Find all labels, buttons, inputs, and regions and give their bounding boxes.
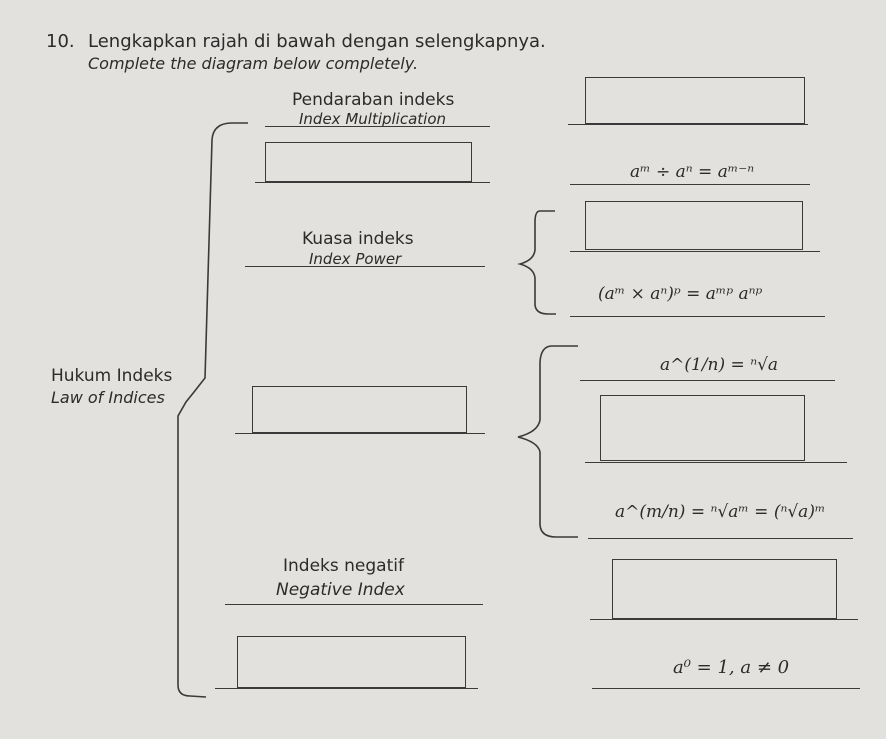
- division-formula: aᵐ ÷ aⁿ = aᵐ⁻ⁿ: [630, 162, 755, 182]
- zero-index-formula: a⁰ = 1, a ≠ 0: [673, 657, 790, 678]
- root-label-ms: Hukum Indeks: [51, 366, 173, 386]
- answer-box[interactable]: [252, 386, 467, 433]
- power-bracket: [520, 211, 556, 314]
- answer-line: [245, 266, 485, 267]
- answer-line: [580, 380, 835, 381]
- answer-line: [592, 688, 860, 689]
- answer-box[interactable]: [265, 142, 472, 182]
- branch-label-en: Index Multiplication: [299, 110, 447, 128]
- answer-line: [590, 619, 858, 620]
- answer-box[interactable]: [585, 201, 803, 250]
- answer-box[interactable]: [600, 395, 805, 461]
- answer-line: [225, 604, 483, 605]
- answer-line: [568, 124, 808, 125]
- fractional-mn-formula: a^(m/n) = ⁿ√aᵐ = (ⁿ√a)ᵐ: [615, 502, 826, 522]
- answer-line: [215, 688, 478, 689]
- branch-label-en: Index Power: [309, 250, 402, 268]
- answer-box[interactable]: [237, 636, 466, 688]
- power-product-formula: (aᵐ × aⁿ)ᵖ = aᵐᵖ aⁿᵖ: [598, 284, 763, 304]
- answer-line: [235, 433, 485, 434]
- question-number: 10.: [46, 31, 75, 52]
- branch-label-en: Negative Index: [276, 580, 405, 600]
- answer-box[interactable]: [585, 77, 805, 124]
- answer-line: [255, 182, 490, 183]
- answer-line: [570, 251, 820, 252]
- answer-line: [570, 184, 810, 185]
- branch-label-ms: Kuasa indeks: [302, 229, 414, 249]
- answer-line: [265, 126, 490, 127]
- main-bracket: [178, 123, 248, 697]
- branch-label-ms: Pendaraban indeks: [292, 90, 455, 110]
- answer-line: [585, 462, 847, 463]
- fractional-root-formula: a^(1/n) = ⁿ√a: [660, 355, 779, 375]
- root-label-en: Law of Indices: [51, 388, 165, 407]
- answer-box[interactable]: [612, 559, 837, 619]
- answer-line: [588, 538, 853, 539]
- question-text-ms: Lengkapkan rajah di bawah dengan selengkapnya.: [88, 31, 546, 52]
- answer-line: [570, 316, 825, 317]
- fractional-bracket: [518, 346, 578, 537]
- branch-label-ms: Indeks negatif: [283, 556, 404, 576]
- question-text-en: Complete the diagram below completely.: [88, 54, 419, 73]
